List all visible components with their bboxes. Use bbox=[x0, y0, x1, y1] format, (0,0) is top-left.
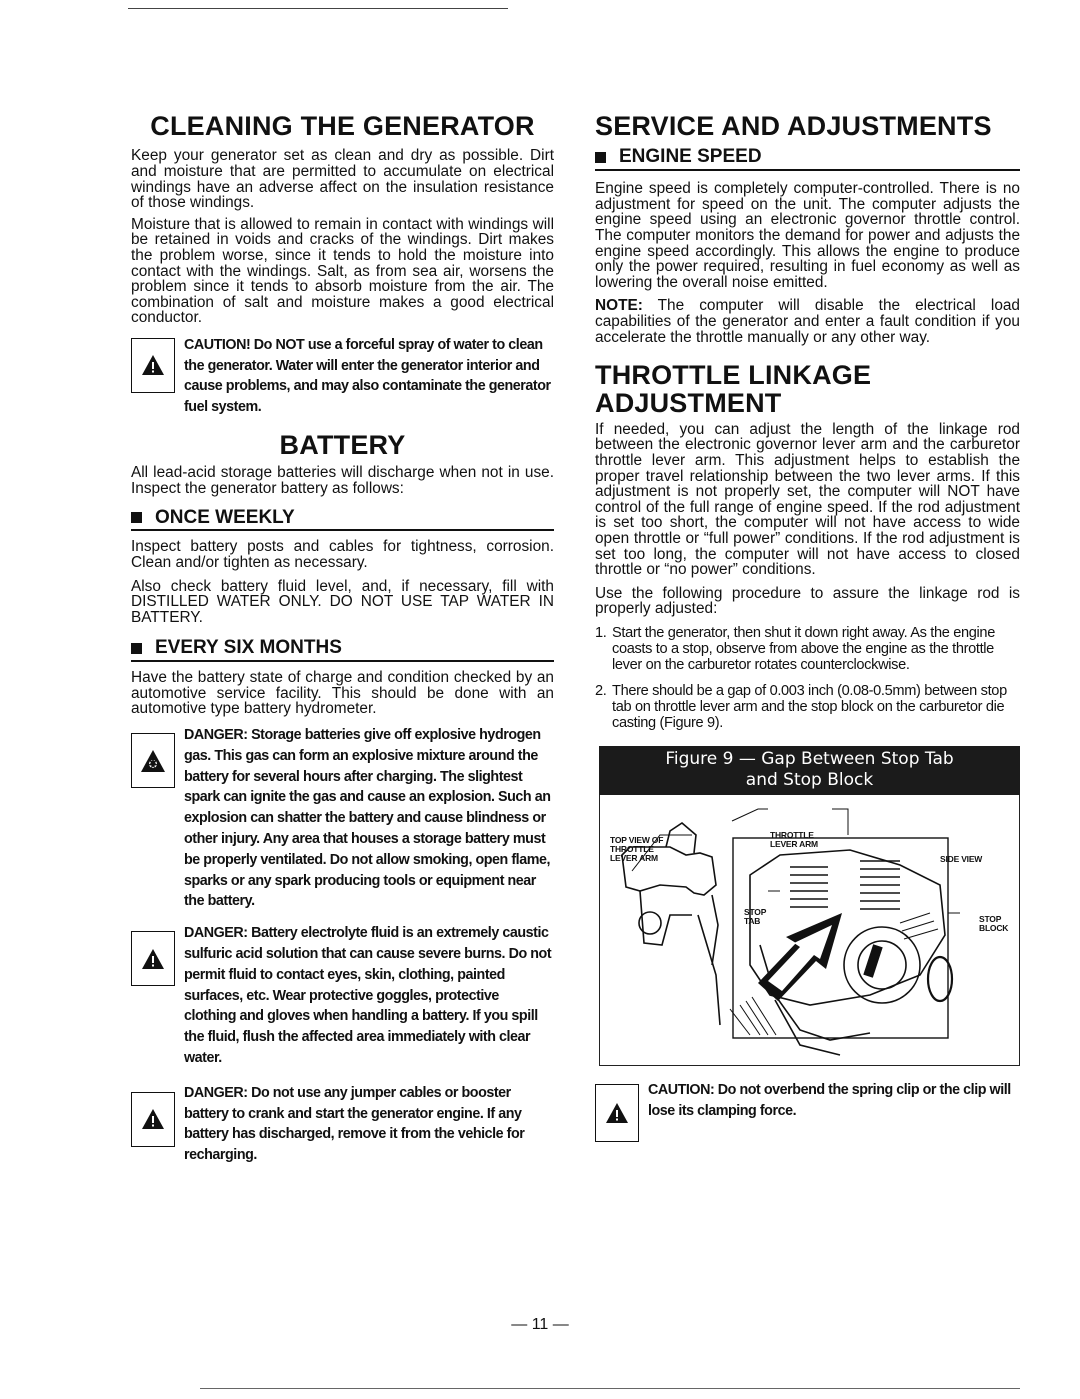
figure-title-line-2: and Stop Block bbox=[745, 770, 874, 791]
step-1-text: Start the generator, then shut it down right away. As the engine coasts to a stop, observe from above the engine as the throttle lever on the carburetor rotates counterclockwise. bbox=[612, 624, 995, 674]
once-weekly-para-1: Inspect battery posts and cables for tightness, corrosion. Clean and/or tighten as necessary. bbox=[131, 538, 554, 572]
label-top-view-line-2: THROTTLE bbox=[610, 844, 654, 855]
once-weekly-para-2: Also check battery fluid level, and, if necessary, fill with DISTILLED WATER ONLY. DO NOT USE TAP WATER IN BATTERY. bbox=[131, 577, 554, 626]
figure-title-line-1: Figure 9 — Gap Between Stop Tab bbox=[665, 749, 954, 770]
explosion-warning-icon bbox=[140, 749, 166, 773]
once-weekly-label: ONCE WEEKLY bbox=[155, 506, 295, 528]
label-stop-block-line-1: STOP bbox=[979, 914, 1002, 925]
engine-speed-heading bbox=[595, 146, 1020, 171]
warning-icon-box bbox=[131, 931, 175, 986]
cleaning-para-2: Moisture that is allowed to remain in contact with windings will be retained in voids and cracks of the windings. Dirt makes the problem worse, since it tends to hold the moisture into contact with the windings. Salt, as from sea air, worsens the problem since it tends to absorb moisture from the air. The combination of salt and moisture makes a good electrical conductor. bbox=[131, 215, 554, 327]
label-stop-block bbox=[979, 915, 1008, 933]
right-column bbox=[595, 112, 1020, 1122]
warning-icon-box bbox=[595, 1084, 639, 1142]
every-six-months-heading bbox=[131, 637, 554, 662]
label-stop-tab-line-1: STOP bbox=[744, 907, 767, 918]
cleaning-title: CLEANING THE GENERATOR bbox=[150, 111, 535, 141]
battery-title: BATTERY bbox=[279, 430, 406, 461]
bottom-rule bbox=[200, 1388, 1020, 1389]
explosion-icon-box bbox=[131, 733, 175, 788]
every-six-months-para: Have the battery state of charge and condition checked by an automotive service facility. This should be done with an automotive type battery hydrometer. bbox=[131, 669, 554, 718]
step-2 bbox=[595, 683, 1020, 732]
engine-speed-para: Engine speed is completely computer-controlled. There is no adjustment for speed on the unit. The computer adjusts the engine speed using an electronic governor throttle control. The computer monitors the demand for power and adjusts the engine speed accordingly. This allows the engine to produce only the power required, resulting in fuel economy as well as lowering the overall noise emitted. bbox=[595, 180, 1020, 291]
throttle-caution-text: CAUTION: Do not overbend the spring clip or the clip will lose its clamping force. bbox=[648, 1082, 1011, 1119]
every-six-months-label: EVERY SIX MONTHS bbox=[155, 637, 342, 659]
battery-danger-2 bbox=[131, 923, 554, 1069]
service-title: SERVICE AND ADJUSTMENTS bbox=[595, 111, 992, 141]
once-weekly-heading bbox=[131, 507, 554, 532]
label-stop-block-line-2: BLOCK bbox=[979, 923, 1009, 934]
battery-danger-3 bbox=[131, 1083, 554, 1166]
figure-9 bbox=[599, 746, 1020, 1066]
note-text: The computer will disable the electrical load capabilities of the generator and enter a fault condition if you accelerate the throttle manually or any other way. bbox=[595, 297, 1020, 346]
label-throttle-lever-arm bbox=[770, 831, 818, 849]
cleaning-caution bbox=[131, 335, 554, 418]
engine-speed-note bbox=[595, 298, 1020, 345]
step-1 bbox=[595, 625, 1020, 674]
note-label: NOTE: bbox=[595, 297, 643, 315]
step-2-number: 2. bbox=[595, 682, 607, 699]
warning-icon-box bbox=[131, 1092, 175, 1147]
label-top-view bbox=[610, 836, 663, 863]
bullet-square bbox=[131, 512, 142, 523]
throttle-para-1: If needed, you can adjust the length of the linkage rod between the electronic governor lever arm and the carburetor throttle lever arm. This adjustment helps to establish the proper travel relationship between the two lever arms. If this adjustment is not properly set, the computer will NOT have control of the full range of engine speed. If the rod adjustment is set too short, the computer will not have access to wide open throttle or “full power” conditions. If the rod adjustment is set too long, the computer will not have access to closed throttle or “no power” conditions. bbox=[595, 420, 1020, 579]
bullet-square bbox=[595, 152, 606, 163]
battery-danger-1-text: DANGER: Storage batteries give off explosive hydrogen gas. This gas can form an explosive mixture around the battery for several hours after charging. The slightest spark can ignite the gas and cause an explosion. Such an explosion can shatter the battery and cause blindness or other injury. Any area that houses a storage battery must be properly ventilated. Do not allow smoking, open flame, sparks or any spark producing tools or equipment near the battery. bbox=[184, 727, 551, 910]
throttle-caution bbox=[595, 1080, 1020, 1122]
throttle-para-2: Use the following procedure to assure the linkage rod is properly adjusted: bbox=[595, 584, 1020, 618]
warning-triangle-icon bbox=[141, 354, 165, 376]
bullet-square bbox=[131, 643, 142, 654]
warning-triangle-icon bbox=[141, 948, 165, 970]
step-1-number: 1. bbox=[595, 624, 607, 641]
page-number: — 11 — bbox=[511, 1316, 569, 1333]
left-column bbox=[131, 112, 554, 1166]
cleaning-caution-text: CAUTION! Do NOT use a forceful spray of water to clean the generator. Water will enter the generator interior and cause problems, and may also contaminate the generator fuel system. bbox=[184, 336, 551, 416]
battery-danger-2-text: DANGER: Battery electrolyte fluid is an extremely caustic sulfuric acid solution that can cause severe burns. Do not permit fluid to contact eyes, skin, clothing, painted surfaces, etc. Wear protective goggles, protective clothing and gloves when handling a battery. If you spill the fluid, flush the affected area immediately with clear water. bbox=[184, 925, 552, 1066]
label-stop-tab-line-2: TAB bbox=[744, 916, 761, 927]
step-2-text: There should be a gap of 0.003 inch (0.08-0.5mm) between stop tab on throttle lever arm and the stop block on the carburetor die casting (Figure 9). bbox=[612, 682, 1007, 731]
figure-9-drawing bbox=[599, 795, 1020, 1066]
battery-intro: All lead-acid storage batteries will discharge when not in use. Inspect the generator battery as follows: bbox=[131, 464, 554, 497]
engine-speed-label: ENGINE SPEED bbox=[619, 146, 762, 168]
warning-triangle-icon bbox=[605, 1102, 629, 1124]
throttle-title: THROTTLE LINKAGE ADJUSTMENT bbox=[595, 360, 872, 419]
label-stop-tab bbox=[744, 908, 766, 926]
procedure-steps bbox=[595, 625, 1020, 731]
warning-icon-box bbox=[131, 338, 175, 393]
label-side-view: SIDE VIEW bbox=[940, 854, 983, 865]
figure-9-title bbox=[599, 746, 1020, 795]
battery-danger-3-text: DANGER: Do not use any jumper cables or booster battery to crank and start the generator engine. If any battery has discharged, remove it from the vehicle for recharging. bbox=[184, 1084, 525, 1164]
warning-triangle-icon bbox=[141, 1108, 165, 1130]
battery-danger-1 bbox=[131, 725, 554, 912]
label-throttle-line-2: LEVER ARM bbox=[770, 839, 818, 850]
top-rule bbox=[128, 8, 508, 9]
cleaning-para-1: Keep your generator set as clean and dry as possible. Dirt and moisture that are permitted to accumulate on electrical windings have an adverse affect on the insulation resistance of those windings. bbox=[131, 147, 554, 212]
label-throttle-line-1: THROTTLE bbox=[770, 830, 814, 841]
label-top-view-line-1: TOP VIEW OF bbox=[610, 835, 664, 846]
label-top-view-line-3: LEVER ARM bbox=[610, 853, 658, 864]
